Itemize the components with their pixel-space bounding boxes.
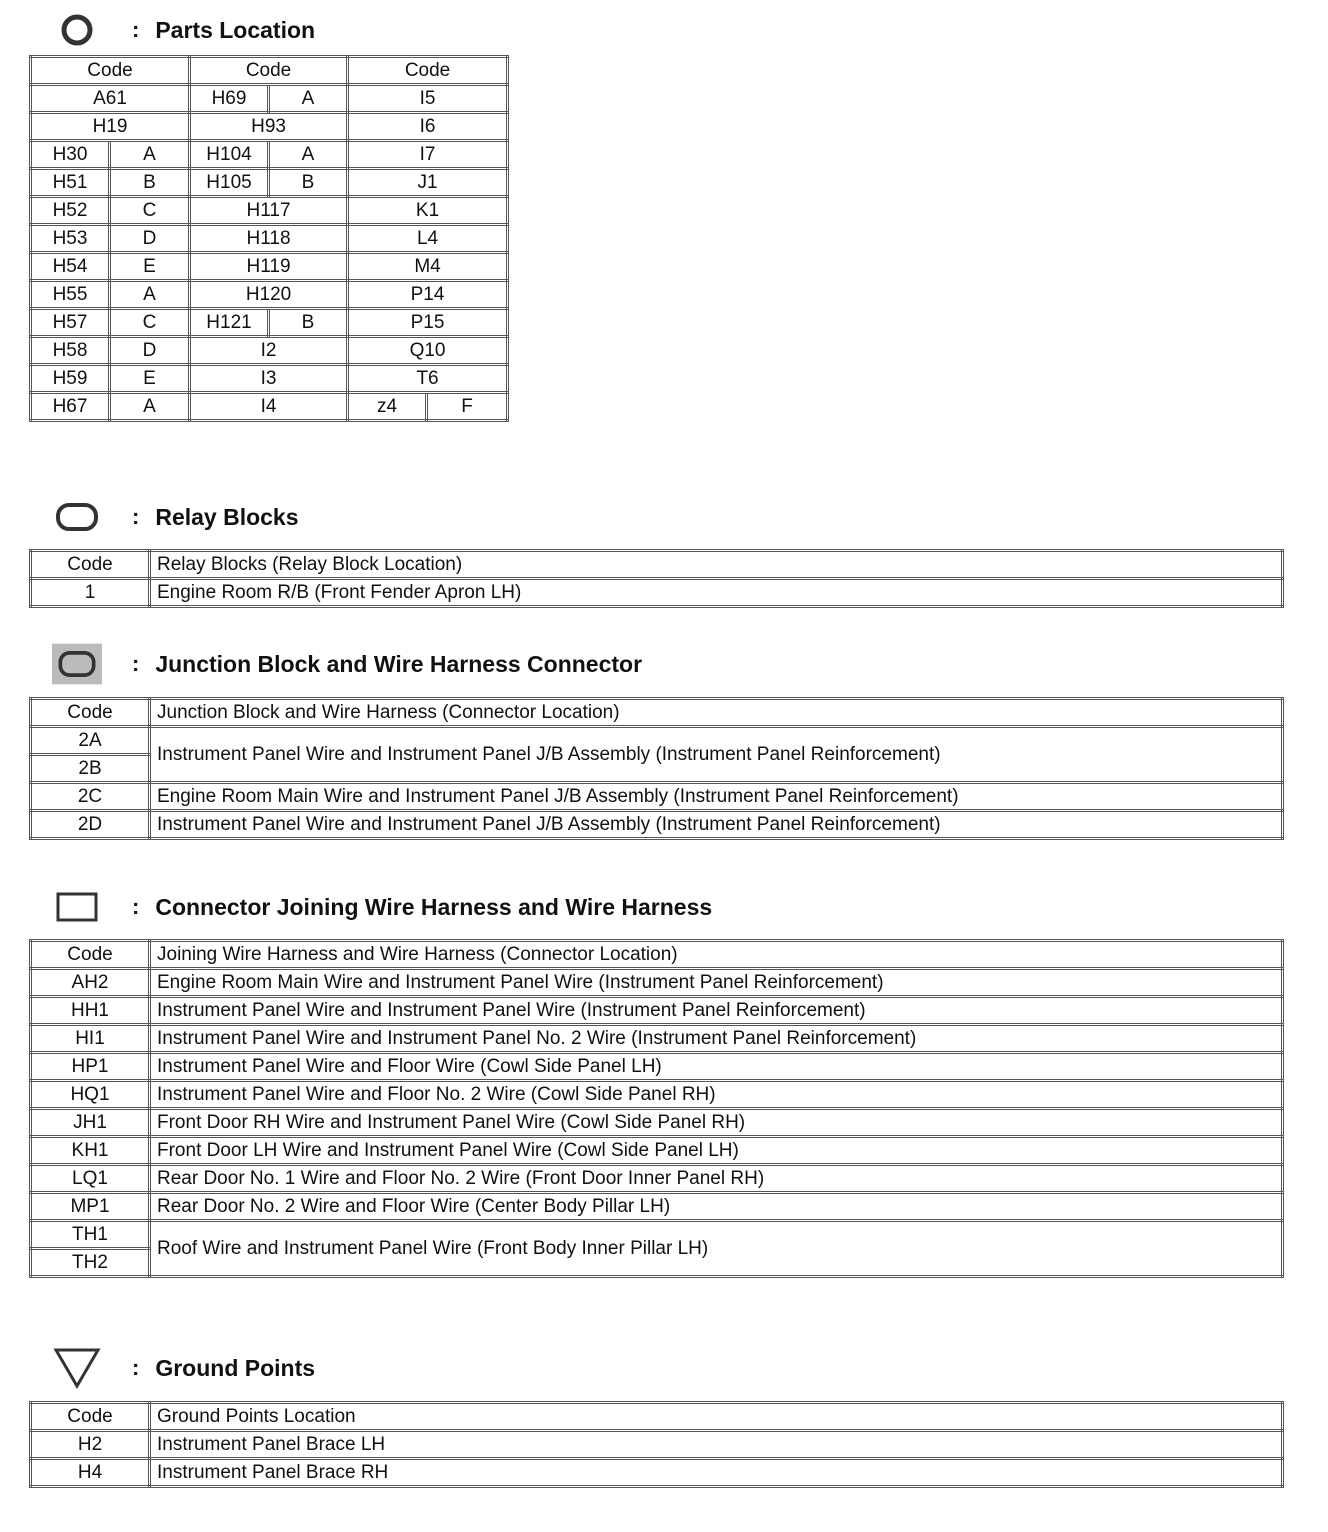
code-header: Code — [31, 551, 150, 579]
part-view-letter: A — [269, 85, 348, 113]
table-row — [31, 1081, 1283, 1109]
part-code: H93 — [190, 113, 348, 141]
parts-location-title: Parts Location — [155, 16, 316, 43]
location-header: Relay Blocks (Relay Block Location) — [150, 551, 1283, 579]
shaded-rounded-rectangle-symbol-icon — [52, 644, 102, 684]
part-view-letter: E — [110, 365, 190, 393]
table-header-row — [31, 57, 508, 85]
part-code: P14 — [348, 281, 508, 309]
code-header: Code — [31, 699, 150, 727]
connector-joining-title: Connector Joining Wire Harness and Wire Harness — [155, 893, 713, 920]
heading-colon: : — [132, 894, 140, 919]
table-row — [31, 1221, 1283, 1249]
table-row — [31, 811, 1283, 839]
table-row — [31, 197, 508, 225]
part-code: P15 — [348, 309, 508, 337]
table-header-row — [31, 699, 1283, 727]
location-cell: Engine Room R/B (Front Fender Apron LH) — [150, 579, 1283, 607]
part-code: H105 — [190, 169, 269, 197]
part-view-letter: B — [110, 169, 190, 197]
code-cell: KH1 — [31, 1137, 150, 1165]
part-view-letter: C — [110, 309, 190, 337]
part-code: H30 — [31, 141, 110, 169]
ground-points-table — [29, 1401, 1284, 1488]
table-row — [31, 365, 508, 393]
table-row — [31, 337, 508, 365]
table-row — [31, 1109, 1283, 1137]
heading-colon: : — [132, 1355, 140, 1380]
code-cell: HQ1 — [31, 1081, 150, 1109]
part-code: I6 — [348, 113, 508, 141]
code-cell: 2A — [31, 727, 150, 755]
table-row — [31, 1137, 1283, 1165]
location-cell: Instrument Panel Wire and Floor Wire (Cowl Side Panel LH) — [150, 1053, 1283, 1081]
part-view-letter: A — [110, 393, 190, 421]
code-cell: 2C — [31, 783, 150, 811]
part-view-letter: A — [269, 141, 348, 169]
part-code: I3 — [190, 365, 348, 393]
code-cell: TH2 — [31, 1249, 150, 1277]
part-code: H118 — [190, 225, 348, 253]
part-code: H51 — [31, 169, 110, 197]
part-view-letter: C — [110, 197, 190, 225]
table-row — [31, 309, 508, 337]
relay-blocks-title: Relay Blocks — [155, 503, 299, 530]
table-row — [31, 393, 508, 421]
code-cell: AH2 — [31, 969, 150, 997]
rectangle-symbol-icon — [52, 887, 102, 927]
heading-colon: : — [132, 17, 140, 42]
code-cell: 2D — [31, 811, 150, 839]
location-cell: Instrument Panel Brace LH — [150, 1431, 1283, 1459]
location-cell: Instrument Panel Wire and Floor No. 2 Wire (Cowl Side Panel RH) — [150, 1081, 1283, 1109]
table-row — [31, 169, 508, 197]
table-row — [31, 1193, 1283, 1221]
junction-block-heading — [52, 644, 642, 684]
table-header-row — [31, 1403, 1283, 1431]
code-header: Code — [190, 57, 348, 85]
table-row — [31, 281, 508, 309]
table-header-row — [31, 941, 1283, 969]
code-cell: HH1 — [31, 997, 150, 1025]
table-row — [31, 1459, 1283, 1487]
part-code: H52 — [31, 197, 110, 225]
location-cell: Instrument Panel Wire and Instrument Panel J/B Assembly (Instrument Panel Reinforcement) — [150, 727, 1283, 783]
code-header: Code — [348, 57, 508, 85]
location-cell: Front Door LH Wire and Instrument Panel Wire (Cowl Side Panel LH) — [150, 1137, 1283, 1165]
code-cell: 2B — [31, 755, 150, 783]
heading-colon: : — [132, 504, 140, 529]
part-code: K1 — [348, 197, 508, 225]
circle-symbol-icon — [52, 10, 102, 50]
part-code: A61 — [31, 85, 190, 113]
parts-location-heading — [52, 10, 315, 50]
location-cell: Rear Door No. 2 Wire and Floor Wire (Center Body Pillar LH) — [150, 1193, 1283, 1221]
table-row — [31, 1165, 1283, 1193]
part-code: H104 — [190, 141, 269, 169]
part-code: J1 — [348, 169, 508, 197]
location-cell: Instrument Panel Wire and Instrument Panel No. 2 Wire (Instrument Panel Reinforcement) — [150, 1025, 1283, 1053]
part-view-letter: A — [110, 281, 190, 309]
code-header: Code — [31, 57, 190, 85]
connector-joining-heading — [52, 887, 712, 927]
code-header: Code — [31, 1403, 150, 1431]
location-header: Joining Wire Harness and Wire Harness (Connector Location) — [150, 941, 1283, 969]
junction-block-title: Junction Block and Wire Harness Connector — [155, 650, 643, 677]
part-code: L4 — [348, 225, 508, 253]
ground-points-title: Ground Points — [155, 1354, 316, 1381]
part-code: H59 — [31, 365, 110, 393]
table-row — [31, 727, 1283, 755]
code-cell: MP1 — [31, 1193, 150, 1221]
code-header: Code — [31, 941, 150, 969]
part-code: H58 — [31, 337, 110, 365]
part-code: H67 — [31, 393, 110, 421]
code-cell: HP1 — [31, 1053, 150, 1081]
part-code: H53 — [31, 225, 110, 253]
part-view-letter: E — [110, 253, 190, 281]
code-cell: LQ1 — [31, 1165, 150, 1193]
table-row — [31, 225, 508, 253]
part-view-letter: B — [269, 169, 348, 197]
table-row — [31, 253, 508, 281]
table-row — [31, 783, 1283, 811]
code-cell: H4 — [31, 1459, 150, 1487]
part-code: I2 — [190, 337, 348, 365]
table-row — [31, 579, 1283, 607]
table-row — [31, 85, 508, 113]
relay-blocks-heading — [52, 497, 299, 537]
triangle-symbol-icon — [52, 1348, 102, 1388]
location-cell: Rear Door No. 1 Wire and Floor No. 2 Wire (Front Door Inner Panel RH) — [150, 1165, 1283, 1193]
location-header: Ground Points Location — [150, 1403, 1283, 1431]
rounded-rectangle-symbol-icon — [52, 497, 102, 537]
part-code: z4 — [348, 393, 427, 421]
junction-block-table — [29, 697, 1284, 840]
part-code: T6 — [348, 365, 508, 393]
table-row — [31, 997, 1283, 1025]
location-header: Junction Block and Wire Harness (Connector Location) — [150, 699, 1283, 727]
part-view-letter: F — [427, 393, 508, 421]
part-view-letter: B — [269, 309, 348, 337]
part-code: M4 — [348, 253, 508, 281]
location-cell: Engine Room Main Wire and Instrument Panel J/B Assembly (Instrument Panel Reinforcement) — [150, 783, 1283, 811]
part-code: H119 — [190, 253, 348, 281]
part-view-letter: D — [110, 337, 190, 365]
connector-joining-table — [29, 939, 1284, 1278]
part-view-letter: D — [110, 225, 190, 253]
location-cell: Roof Wire and Instrument Panel Wire (Front Body Inner Pillar LH) — [150, 1221, 1283, 1277]
part-code: H55 — [31, 281, 110, 309]
part-code: H121 — [190, 309, 269, 337]
table-header-row — [31, 551, 1283, 579]
ground-points-heading — [52, 1348, 315, 1388]
table-row — [31, 1053, 1283, 1081]
location-cell: Instrument Panel Wire and Instrument Panel Wire (Instrument Panel Reinforcement) — [150, 997, 1283, 1025]
part-view-letter: A — [110, 141, 190, 169]
table-row — [31, 1431, 1283, 1459]
code-cell: JH1 — [31, 1109, 150, 1137]
code-cell: 1 — [31, 579, 150, 607]
location-cell: Instrument Panel Brace RH — [150, 1459, 1283, 1487]
code-cell: H2 — [31, 1431, 150, 1459]
location-cell: Engine Room Main Wire and Instrument Panel Wire (Instrument Panel Reinforcement) — [150, 969, 1283, 997]
part-code: H57 — [31, 309, 110, 337]
part-code: H19 — [31, 113, 190, 141]
part-code: I7 — [348, 141, 508, 169]
part-code: H69 — [190, 85, 269, 113]
parts-location-table — [29, 55, 509, 422]
part-code: H54 — [31, 253, 110, 281]
table-row — [31, 141, 508, 169]
table-row — [31, 113, 508, 141]
heading-colon: : — [132, 651, 140, 676]
code-cell: HI1 — [31, 1025, 150, 1053]
part-code: H120 — [190, 281, 348, 309]
relay-blocks-table — [29, 549, 1284, 608]
part-code: I5 — [348, 85, 508, 113]
part-code: Q10 — [348, 337, 508, 365]
part-code: I4 — [190, 393, 348, 421]
location-cell: Front Door RH Wire and Instrument Panel Wire (Cowl Side Panel RH) — [150, 1109, 1283, 1137]
code-cell: TH1 — [31, 1221, 150, 1249]
location-cell: Instrument Panel Wire and Instrument Panel J/B Assembly (Instrument Panel Reinforcement) — [150, 811, 1283, 839]
table-row — [31, 1025, 1283, 1053]
table-row — [31, 969, 1283, 997]
part-code: H117 — [190, 197, 348, 225]
